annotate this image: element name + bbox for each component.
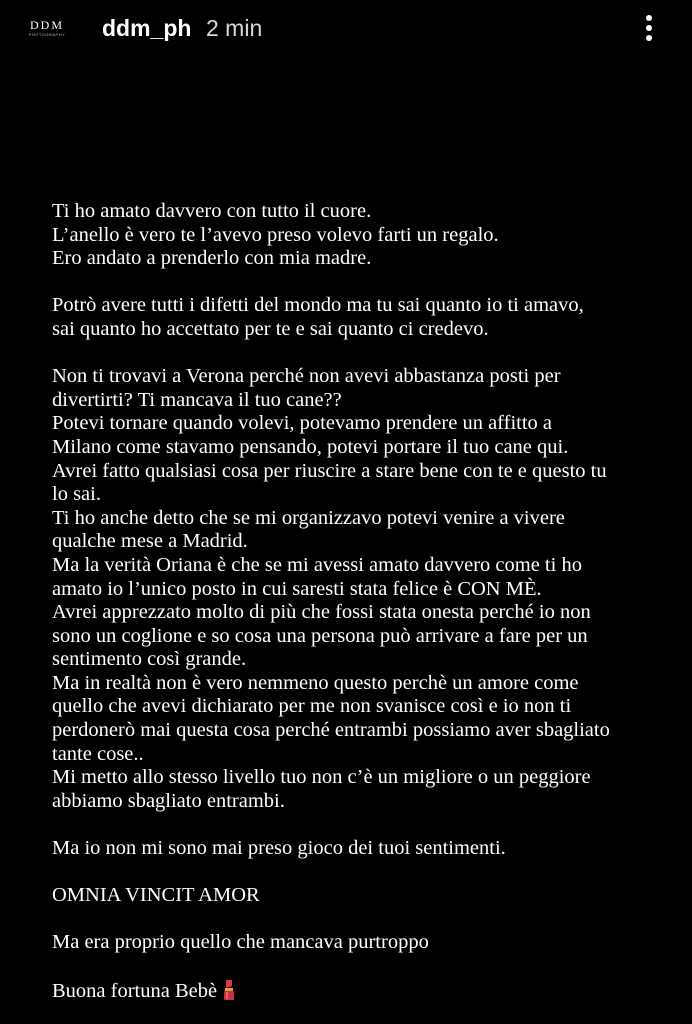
more-vertical-icon-dot bbox=[646, 25, 652, 31]
avatar[interactable] bbox=[26, 10, 68, 46]
story-paragraph: Non ti trovavi a Verona perché non avevi abbastanza posti per divertirti? Ti mancava il tuo cane?? Potevi tornare quando volevi, potevamo prendere un affitto a Milano come stavamo pensando, potevi portare il tuo cane qui. Avrei fatto qualsiasi cosa per riuscire a stare bene con te e questo tu lo sai. Ti ho anche detto che se mi organizzavo potevi venire a vivere qualche mese a Madrid. Ma la verità Oriana è che se mi avessi amato davvero come ti ho amato io l’unico posto in cui saresti stata felice è CON MÈ. Avrei apprezzato molto di più che fossi stata onesta perché io non sono un coglione e so cosa una persona può arrivare a fare per un sentimento così grande. Ma in realtà non è vero nemmeno questo perchè un amore come quello che avevi dichiarato per me non svanisce così e io non ti perdonerò mai questa cosa perché entrambi possiamo aver sbagliato tante cose.. Mi metto allo stesso livello tuo non c’è un migliore o un peggiore abbiamo sbagliato entrambi. bbox=[52, 365, 610, 812]
timestamp: 2 min bbox=[206, 15, 263, 41]
avatar-logo: DDM bbox=[29, 17, 64, 32]
more-vertical-icon bbox=[646, 15, 652, 21]
avatar-subtitle: PHOTOGRAPHY bbox=[28, 31, 66, 37]
story-closing-text: Buona fortuna Bebè bbox=[52, 979, 218, 1002]
story-paragraph: OMNIA VINCIT AMOR bbox=[52, 884, 260, 907]
more-options-button[interactable] bbox=[636, 10, 662, 46]
story-paragraph: Ma era proprio quello che mancava purtroppo bbox=[52, 931, 429, 954]
more-vertical-icon-dot bbox=[646, 35, 652, 41]
story-paragraph: Ma io non mi sono mai preso gioco dei tuoi sentimenti. bbox=[52, 837, 506, 860]
story-header bbox=[0, 0, 692, 60]
story-text bbox=[52, 200, 682, 1003]
story-closing-line bbox=[52, 979, 682, 1004]
username[interactable]: ddm_ph bbox=[102, 15, 192, 41]
story-paragraph: Ti ho amato davvero con tutto il cuore. L’anello è vero te l’avevo preso volevo farti un regalo. Ero andato a prenderlo con mia madre. bbox=[52, 200, 499, 270]
story-paragraph: Potrò avere tutti i difetti del mondo ma tu sai quanto io ti amavo, sai quanto ho accettato per te e sai quanto ci credevo. bbox=[52, 294, 584, 340]
lipstick-icon bbox=[221, 979, 237, 1001]
